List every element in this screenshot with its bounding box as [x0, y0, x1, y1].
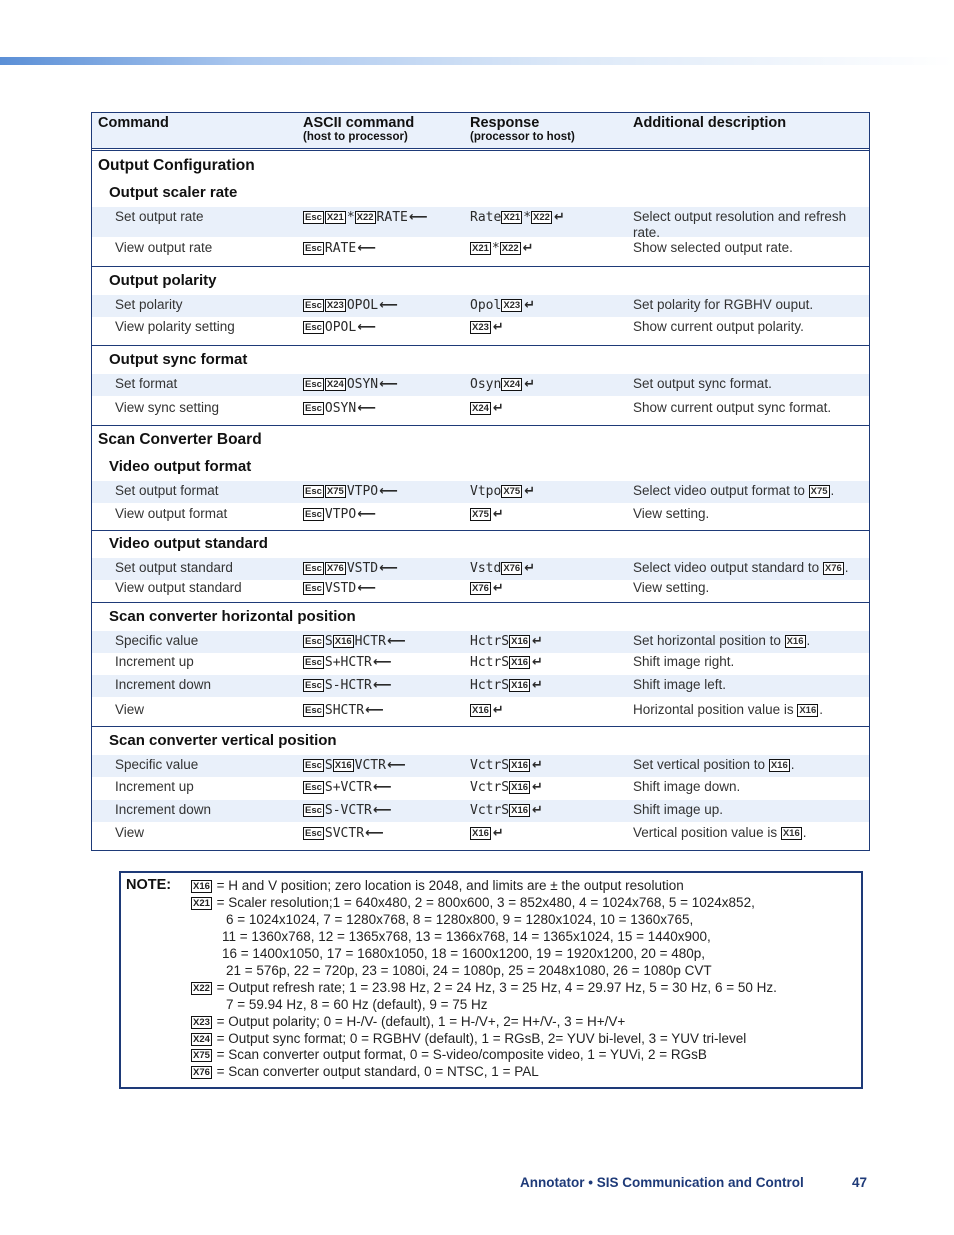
- response: [470, 507, 504, 522]
- note-text: = Scaler resolution;1 = 640x480, 2 = 800x600, 3 = 852x480, 4 = 1024x768, 5 = 1024x852,: [212, 895, 755, 910]
- command-name: Increment up: [115, 654, 194, 669]
- ascii-command: [303, 210, 428, 225]
- return-arrow-icon: ↵: [492, 703, 504, 718]
- command-name: View polarity setting: [115, 319, 235, 334]
- description: [633, 483, 863, 499]
- command-name: Set output standard: [115, 560, 233, 575]
- esc-key-token: Esc: [305, 322, 322, 333]
- enter-arrow-icon: ⟵: [357, 581, 376, 596]
- table-row: [92, 400, 869, 422]
- command-name: View output standard: [115, 580, 242, 595]
- description-end: .: [819, 702, 824, 717]
- ascii-text: SHCTR: [324, 703, 365, 718]
- note-box: [119, 871, 863, 1089]
- ascii-text: S-VCTR: [324, 803, 372, 818]
- response-text: Vstd: [470, 561, 502, 576]
- note-line: [191, 878, 684, 893]
- description: Shift image down.: [633, 779, 741, 794]
- response: [470, 803, 543, 818]
- header-double-rule: [92, 150, 869, 151]
- table-row: [92, 825, 869, 847]
- x16-token: X16: [511, 657, 529, 668]
- description: Show selected output rate.: [633, 240, 793, 255]
- description-text: Select video output standard to: [633, 560, 823, 575]
- ascii-command: [303, 803, 392, 818]
- description-text: Set horizontal position to: [633, 633, 785, 648]
- response: [470, 655, 543, 670]
- section-vertical-position: Scan converter vertical position: [109, 732, 337, 749]
- x76-token: X76: [824, 563, 842, 574]
- ascii-command: [303, 826, 384, 841]
- x16-token: X16: [334, 636, 352, 647]
- description: Set output sync format.: [633, 376, 772, 391]
- response: [470, 401, 504, 416]
- note-line: [191, 895, 755, 910]
- section-divider: [92, 602, 869, 603]
- description: [633, 560, 863, 576]
- ascii-text: *: [346, 210, 355, 225]
- description: Show current output sync format.: [633, 400, 832, 415]
- x16-token: X16: [511, 805, 529, 816]
- description: [633, 757, 863, 773]
- ascii-text: OSYN: [346, 377, 379, 392]
- section-output-scaler-rate: Output scaler rate: [109, 184, 238, 201]
- return-arrow-icon: ↵: [524, 561, 536, 576]
- x23-token: X23: [503, 300, 521, 311]
- ascii-text: S+VCTR: [324, 780, 372, 795]
- ascii-command: [303, 634, 406, 649]
- description: Show current output polarity.: [633, 319, 804, 334]
- return-arrow-icon: ↵: [532, 634, 543, 649]
- description-end: .: [790, 757, 795, 772]
- response-text: HctrS: [470, 634, 510, 649]
- response: [470, 703, 504, 718]
- return-arrow-icon: ↵: [532, 655, 543, 670]
- x21-token: X21: [193, 898, 210, 909]
- note-line: [191, 1031, 746, 1046]
- command-name: View sync setting: [115, 400, 220, 415]
- note-text: = Output polarity; 0 = H-/V- (default), 1 = H-/V+, 2= H+/V-, 3 = H+/V+: [212, 1014, 626, 1029]
- ascii-command: [303, 655, 392, 670]
- command-name: View output format: [115, 506, 228, 521]
- ascii-text: VSTD: [324, 581, 357, 596]
- esc-key-token: Esc: [305, 379, 322, 390]
- enter-arrow-icon: ⟵: [379, 298, 398, 313]
- esc-key-token: Esc: [305, 828, 322, 839]
- x16-token: X16: [511, 782, 529, 793]
- return-arrow-icon: ↵: [524, 484, 536, 499]
- x16-token: X16: [472, 828, 489, 839]
- enter-arrow-icon: ⟵: [372, 655, 392, 670]
- description: [633, 633, 863, 649]
- x16-token: X16: [770, 760, 788, 771]
- return-arrow-icon: ↵: [532, 678, 543, 693]
- enter-arrow-icon: ⟵: [357, 401, 376, 416]
- description: Set polarity for RGBHV ouput.: [633, 297, 814, 312]
- response: [470, 210, 565, 225]
- description: Shift image left.: [633, 677, 727, 692]
- table-row: [92, 580, 869, 602]
- description-text: Horizontal position value is: [633, 702, 798, 717]
- esc-key-token: Esc: [305, 243, 322, 254]
- esc-key-token: Esc: [305, 782, 322, 793]
- x16-token: X16: [799, 705, 817, 716]
- table-row: [92, 702, 869, 724]
- response: [470, 377, 535, 392]
- section-output-polarity: Output polarity: [109, 272, 217, 289]
- ascii-command: [303, 678, 392, 693]
- section-divider: [92, 425, 869, 426]
- x16-token: X16: [786, 636, 804, 647]
- command-name: Specific value: [115, 633, 199, 648]
- command-name: Set polarity: [115, 297, 183, 312]
- x24-token: X24: [503, 379, 521, 390]
- note-text: = H and V position; zero location is 2048, and limits are ± the output resolution: [212, 878, 684, 893]
- x16-token: X16: [782, 828, 800, 839]
- table-row: [92, 207, 869, 240]
- description: View setting.: [633, 580, 710, 595]
- x75-token: X75: [326, 486, 344, 497]
- esc-key-token: Esc: [305, 509, 322, 520]
- return-arrow-icon: ↵: [492, 401, 504, 416]
- ascii-command: [303, 377, 398, 392]
- x76-token: X76: [503, 563, 521, 574]
- enter-arrow-icon: ⟵: [357, 507, 376, 522]
- command-name: Set output format: [115, 483, 219, 498]
- x21-token: X21: [503, 212, 521, 223]
- x22-token: X22: [356, 212, 374, 223]
- enter-arrow-icon: ⟵: [386, 758, 406, 773]
- note-line: 7 = 59.94 Hz, 8 = 60 Hz (default), 9 = 75 Hz: [226, 997, 488, 1012]
- header-response: [470, 115, 575, 143]
- description: View setting.: [633, 506, 710, 521]
- header-gradient-bar: [0, 57, 954, 65]
- section-video-output-format: Video output format: [109, 458, 252, 475]
- note-line: [191, 1014, 625, 1029]
- enter-arrow-icon: ⟵: [372, 780, 392, 795]
- note-text: = Scan converter output format, 0 = S-video/composite video, 1 = YUVi, 2 = RGsB: [212, 1047, 707, 1062]
- table-row: [92, 558, 869, 580]
- x24-token: X24: [472, 403, 489, 414]
- x22-token: X22: [193, 983, 210, 994]
- ascii-command: [303, 581, 376, 596]
- x16-token: X16: [511, 760, 529, 771]
- note-line: 16 = 1400x1050, 17 = 1680x1050, 18 = 1600x1200, 19 = 1920x1200, 20 = 480p,: [222, 946, 706, 961]
- table-row: [92, 654, 869, 676]
- x16-token: X16: [472, 705, 489, 716]
- x16-token: X16: [193, 881, 210, 892]
- response: [470, 678, 543, 693]
- return-arrow-icon: ↵: [492, 826, 504, 841]
- x24-token: X24: [193, 1034, 210, 1045]
- table-row: [92, 506, 869, 528]
- return-arrow-icon: ↵: [522, 241, 534, 256]
- description-end: .: [806, 633, 811, 648]
- response: [470, 826, 504, 841]
- response: [470, 758, 543, 773]
- ascii-text: RATE: [324, 241, 357, 256]
- esc-key-token: Esc: [305, 680, 322, 691]
- table-row: [92, 675, 869, 697]
- ascii-text: S: [324, 634, 333, 649]
- note-line: [191, 1064, 539, 1079]
- section-scan-converter-board: Scan Converter Board: [98, 431, 262, 448]
- return-arrow-icon: ↵: [492, 320, 504, 335]
- x22-token: X22: [501, 243, 519, 254]
- header-response-sub: (processor to host): [470, 131, 575, 143]
- esc-key-token: Esc: [305, 403, 322, 414]
- response-text: HctrS: [470, 655, 510, 670]
- ascii-command: [303, 507, 376, 522]
- return-arrow-icon: ↵: [492, 507, 504, 522]
- esc-key-token: Esc: [305, 760, 322, 771]
- footer-title: Annotator • SIS Communication and Control: [520, 1175, 804, 1190]
- enter-arrow-icon: ⟵: [365, 703, 384, 718]
- esc-key-token: Esc: [305, 300, 322, 311]
- note-text: = Scan converter output standard, 0 = NTSC, 1 = PAL: [212, 1064, 539, 1079]
- ascii-text: OPOL: [324, 320, 357, 335]
- ascii-text: OSYN: [324, 401, 357, 416]
- description: [633, 825, 863, 841]
- x76-token: X76: [193, 1067, 210, 1078]
- ascii-text: VTPO: [324, 507, 357, 522]
- response-text: VctrS: [470, 803, 510, 818]
- x76-token: X76: [472, 583, 489, 594]
- enter-arrow-icon: ⟵: [379, 377, 398, 392]
- enter-arrow-icon: ⟵: [357, 241, 376, 256]
- ascii-command: [303, 484, 398, 499]
- section-output-sync-format: Output sync format: [109, 351, 248, 368]
- note-text: = Output sync format; 0 = RGBHV (default), 1 = RGsB, 2= YUV bi-level, 3 = YUV tri-level: [212, 1031, 747, 1046]
- table-row: [92, 481, 869, 503]
- table-row: [92, 631, 869, 653]
- x21-token: X21: [472, 243, 489, 254]
- section-output-configuration: Output Configuration: [98, 157, 255, 174]
- command-name: Specific value: [115, 757, 199, 772]
- x75-token: X75: [472, 509, 489, 520]
- ascii-command: [303, 758, 406, 773]
- ascii-command: [303, 401, 376, 416]
- description-end: .: [802, 825, 807, 840]
- command-name: Increment down: [115, 677, 212, 692]
- ascii-text: S: [324, 758, 333, 773]
- ascii-text: OPOL: [346, 298, 379, 313]
- command-name: View: [115, 702, 145, 717]
- enter-arrow-icon: ⟵: [408, 210, 428, 225]
- response: [470, 241, 534, 256]
- response: [470, 780, 543, 795]
- response: [470, 561, 535, 576]
- ascii-command: [303, 561, 398, 576]
- response: [470, 634, 543, 649]
- description: Select output resolution and refresh rate.: [633, 209, 847, 240]
- description-end: .: [844, 560, 849, 575]
- ascii-command: [303, 298, 398, 313]
- response-text: VctrS: [470, 758, 510, 773]
- x76-token: X76: [326, 563, 344, 574]
- table-row: [92, 755, 869, 777]
- section-divider: [92, 530, 869, 531]
- ascii-text: SVCTR: [324, 826, 365, 841]
- x22-token: X22: [533, 212, 550, 223]
- ascii-text: VSTD: [346, 561, 379, 576]
- command-name: Set output rate: [115, 209, 204, 224]
- return-arrow-icon: ↵: [532, 758, 543, 773]
- ascii-command: [303, 241, 376, 256]
- esc-key-token: Esc: [305, 657, 322, 668]
- section-video-output-standard: Video output standard: [109, 535, 268, 552]
- section-divider: [92, 266, 869, 267]
- return-arrow-icon: ↵: [524, 377, 536, 392]
- description-text: Set vertical position to: [633, 757, 769, 772]
- table-header: [92, 113, 869, 149]
- x16-token: X16: [334, 760, 352, 771]
- response-text: Vtpo: [470, 484, 502, 499]
- esc-key-token: Esc: [305, 563, 322, 574]
- enter-arrow-icon: ⟵: [372, 803, 392, 818]
- esc-key-token: Esc: [305, 212, 322, 223]
- section-horizontal-position: Scan converter horizontal position: [109, 608, 356, 625]
- x75-token: X75: [810, 486, 828, 497]
- note-line: 6 = 1024x1024, 7 = 1280x768, 8 = 1280x800, 9 = 1280x1024, 10 = 1360x765,: [226, 912, 694, 927]
- header-command: Command: [98, 115, 169, 131]
- return-arrow-icon: ↵: [532, 780, 543, 795]
- ascii-command: [303, 780, 392, 795]
- section-divider: [92, 726, 869, 727]
- ascii-text: S+HCTR: [324, 655, 372, 670]
- note-text: = Output refresh rate; 1 = 23.98 Hz, 2 = 24 Hz, 3 = 25 Hz, 4 = 29.97 Hz, 5 = 30 Hz, 6 = 50 Hz.: [212, 980, 777, 995]
- ascii-text: RATE: [376, 210, 408, 225]
- table-row: [92, 295, 869, 317]
- table-row: [92, 319, 869, 341]
- x16-token: X16: [511, 680, 529, 691]
- ascii-text: VTPO: [346, 484, 379, 499]
- command-name: Increment up: [115, 779, 194, 794]
- response: [470, 581, 504, 596]
- section-divider: [92, 345, 869, 346]
- esc-key-token: Esc: [305, 705, 322, 716]
- header-ascii-command: [303, 115, 414, 143]
- note-line: [191, 980, 777, 995]
- command-name: Set format: [115, 376, 178, 391]
- header-ascii-sub: (host to processor): [303, 131, 408, 143]
- x21-token: X21: [326, 212, 344, 223]
- x23-token: X23: [193, 1017, 210, 1028]
- ascii-command: [303, 320, 376, 335]
- ascii-command: [303, 703, 384, 718]
- return-arrow-icon: ↵: [532, 803, 543, 818]
- enter-arrow-icon: ⟵: [372, 678, 392, 693]
- command-name: View: [115, 825, 145, 840]
- x23-token: X23: [326, 300, 344, 311]
- note-line: 21 = 576p, 22 = 720p, 23 = 1080i, 24 = 1080p, 25 = 2048x1080, 26 = 1080p CVT: [226, 963, 712, 978]
- response-text: VctrS: [470, 780, 510, 795]
- description-text: Vertical position value is: [633, 825, 781, 840]
- response: [470, 484, 535, 499]
- enter-arrow-icon: ⟵: [365, 826, 384, 841]
- enter-arrow-icon: ⟵: [386, 634, 406, 649]
- response-text: Opol: [470, 298, 502, 313]
- x75-token: X75: [193, 1050, 210, 1061]
- ascii-text: VCTR: [354, 758, 386, 773]
- response-text: *: [523, 210, 532, 225]
- return-arrow-icon: ↵: [492, 581, 504, 596]
- response-text: Osyn: [470, 377, 502, 392]
- description-text: Select video output format to: [633, 483, 809, 498]
- esc-key-token: Esc: [305, 636, 322, 647]
- header-response-label: Response: [470, 115, 540, 131]
- return-arrow-icon: ↵: [524, 298, 536, 313]
- x24-token: X24: [326, 379, 344, 390]
- response-text: *: [491, 241, 500, 256]
- note-line: [191, 1047, 707, 1062]
- response-text: Rate: [470, 210, 502, 225]
- command-table: [91, 112, 870, 851]
- command-name: Increment down: [115, 802, 212, 817]
- esc-key-token: Esc: [305, 486, 322, 497]
- description: Shift image right.: [633, 654, 735, 669]
- enter-arrow-icon: ⟵: [379, 484, 398, 499]
- description: [633, 702, 863, 718]
- command-name: View output rate: [115, 240, 213, 255]
- description-end: .: [830, 483, 835, 498]
- table-row: [92, 800, 869, 822]
- header-description: Additional description: [633, 115, 787, 131]
- note-label: NOTE:: [126, 877, 172, 893]
- esc-key-token: Esc: [305, 583, 322, 594]
- table-row: [92, 779, 869, 801]
- enter-arrow-icon: ⟵: [379, 561, 398, 576]
- note-line: 11 = 1360x768, 12 = 1365x768, 13 = 1366x768, 14 = 1365x1024, 15 = 1440x900,: [222, 929, 711, 944]
- response: [470, 320, 504, 335]
- table-row: [92, 374, 869, 396]
- ascii-text: S-HCTR: [324, 678, 372, 693]
- x75-token: X75: [503, 486, 521, 497]
- table-row: [92, 240, 869, 262]
- page-number: 47: [852, 1175, 868, 1190]
- ascii-text: HCTR: [354, 634, 386, 649]
- esc-key-token: Esc: [305, 805, 322, 816]
- x16-token: X16: [511, 636, 529, 647]
- response: [470, 298, 535, 313]
- x23-token: X23: [472, 322, 489, 333]
- response-text: HctrS: [470, 678, 510, 693]
- return-arrow-icon: ↵: [553, 210, 565, 225]
- description: Shift image up.: [633, 802, 724, 817]
- header-ascii-label: ASCII command: [303, 115, 415, 131]
- enter-arrow-icon: ⟵: [357, 320, 376, 335]
